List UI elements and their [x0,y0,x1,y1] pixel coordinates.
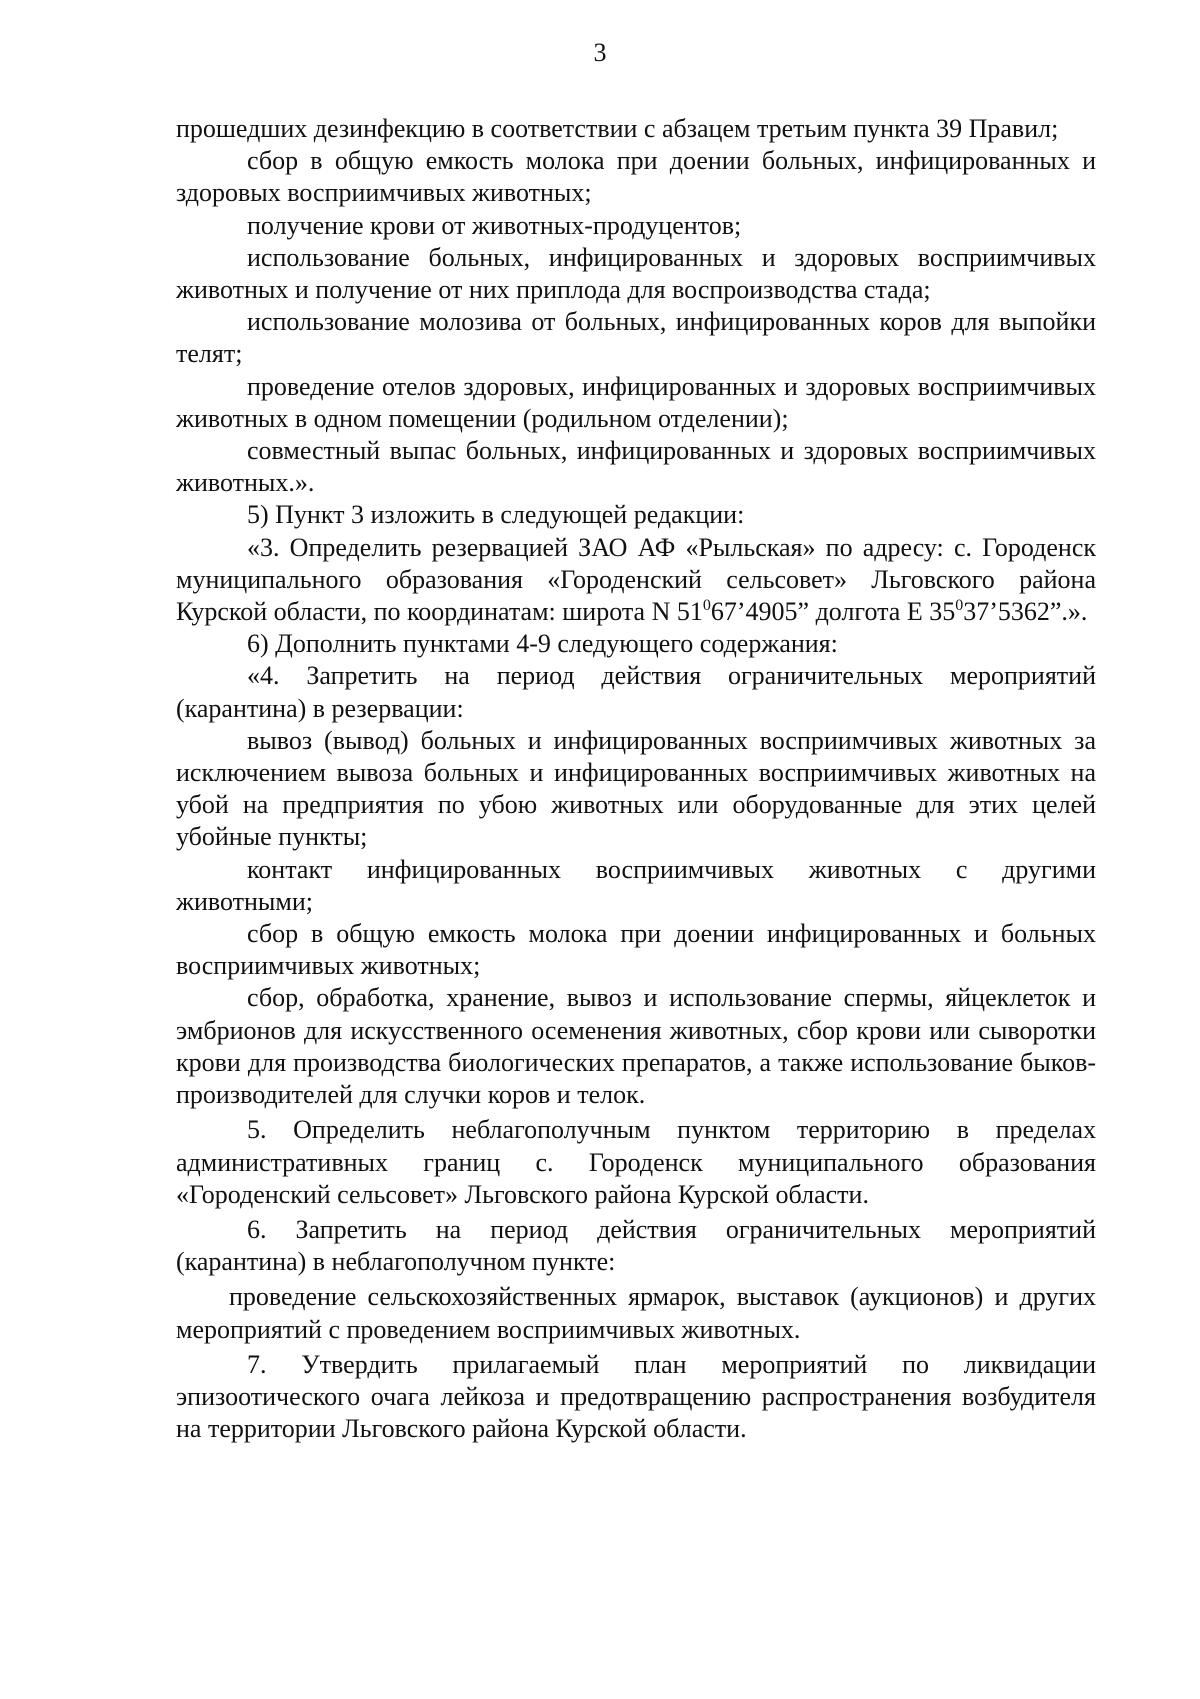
paragraph-point-5: 5. Определить неблагополучным пунктом территорию в пределах административных границ с. Городенск муниципального образования «Городенский сельсовет» Льговского района Курской области. [176,1115,1096,1209]
reservation-text: «3. Определить резервацией ЗАО АФ «Рыльская» по адресу: с. Городенск муниципального образования «Городенский сельсовет» Льговского района Курской области, по координатам: широта [176,532,1096,627]
paragraph-grazing: совместный выпас больных, инфицированных и здоровых восприимчивых животных.». [176,436,1096,498]
paragraph-point-4: «4. Запретить на период действия ограничительных мероприятий (карантина) в резервации: [176,661,1096,723]
document-body [176,113,1096,1445]
paragraph-blood: получение крови от животных-продуцентов; [247,210,742,240]
paragraph-removal: вывоз (вывод) больных и инфицированных восприимчивых животных за исключением вывоза больных и инфицированных восприимчивых животных на убой на предприятия по убою животных или оборудованные для этих целей убойные пункты; [176,725,1096,852]
paragraph-calving: проведение отелов здоровых, инфицированных и здоровых восприимчивых животных в одном помещении (родильном отделении); [176,371,1096,433]
paragraph-item-5: 5) Пункт 3 изложить в следующей редакции: [247,500,745,530]
paragraph-fairs: проведение сельскохозяйственных ярмарок, выставок (аукционов) и других мероприятий с проведением восприимчивых животных. [176,1282,1096,1344]
paragraph-colostrum: использование молозива от больных, инфицированных коров для выпойки телят; [176,307,1096,369]
paragraph-offspring: использование больных, инфицированных и здоровых восприимчивых животных и получение от них приплода для воспроизводства стада; [176,242,1096,305]
paragraph-contact: контакт инфицированных восприимчивых животных с другими животными; [176,854,1096,916]
paragraph-point-7: 7. Утвердить прилагаемый план мероприятий по ликвидации эпизоотического очага лейкоза и предотвращению распространения возбудителя на территории Льговского района Курской области. [176,1349,1096,1444]
paragraph-sperm: сбор, обработка, хранение, вывоз и использование спермы, яйцеклеток и эмбрионов для искусственного осеменения животных, сбор крови или сыворотки крови для производства биологических препаратов, а также использование быков-производителей для случки коров и телок. [176,983,1096,1110]
paragraph-milk-collection: сбор в общую емкость молока при доении больных, инфицированных и здоровых восприимчивых животных; [176,146,1096,208]
paragraph-item-6: 6) Дополнить пунктами 4-9 следующего содержания: [247,629,838,659]
coordinates: N $51^067’4905$” долгота E $35^037’5362$”.». [651,597,1088,627]
paragraph-milk-infected: сбор в общую емкость молока при доении инфицированных и больных восприимчивых животных; [176,919,1096,981]
page-number: 3 [593,38,607,67]
paragraph-reservation [176,532,1096,629]
paragraph-continuation: прошедших дезинфекцию в соответствии с абзацем третьим пункта 39 Правил; [176,114,1059,143]
paragraph-point-6: 6. Запретить на период действия ограничительных мероприятий (карантина) в неблагополучном пункте: [176,1214,1096,1277]
